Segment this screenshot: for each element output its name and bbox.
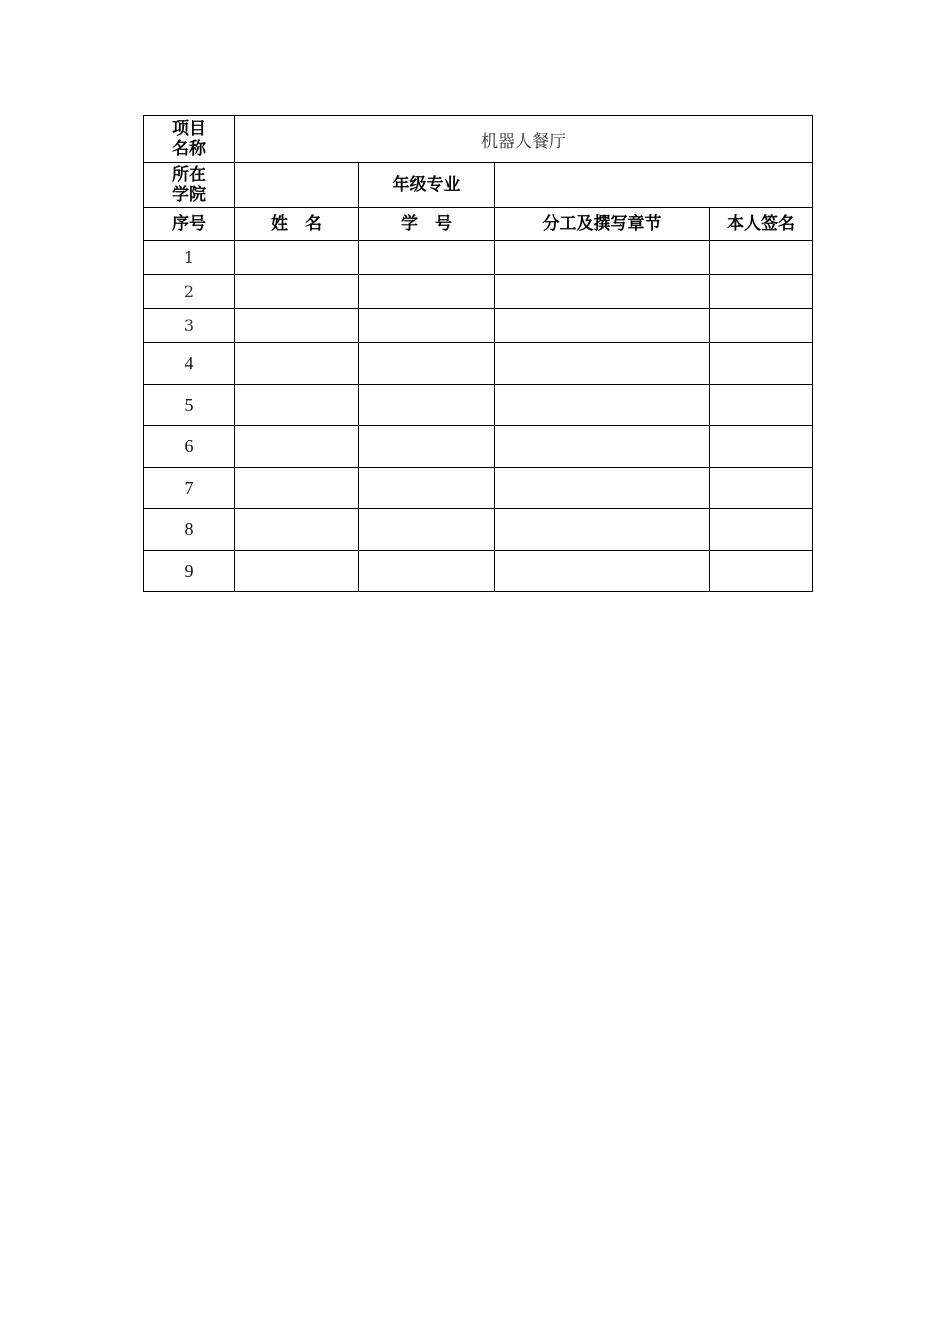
table-row [144, 509, 813, 551]
task-cell[interactable] [495, 509, 710, 551]
signature-cell[interactable] [710, 385, 813, 426]
task-cell[interactable] [495, 426, 710, 468]
table-row [144, 343, 813, 385]
name-cell[interactable] [235, 468, 359, 509]
task-cell[interactable] [495, 468, 710, 509]
signature-cell[interactable] [710, 468, 813, 509]
task-cell[interactable] [495, 241, 710, 275]
student-id-cell[interactable] [359, 309, 495, 343]
task-cell[interactable] [495, 275, 710, 309]
project-label-line2: 名称 [172, 139, 206, 159]
student-id-cell[interactable] [359, 509, 495, 551]
student-id-cell[interactable] [359, 343, 495, 385]
signature-cell[interactable] [710, 309, 813, 343]
task-cell[interactable] [495, 551, 710, 592]
college-label-line1: 所在 [172, 165, 206, 185]
student-id-cell[interactable] [359, 426, 495, 468]
project-label-line1: 项目 [172, 119, 206, 139]
task-cell[interactable] [495, 343, 710, 385]
table-row [144, 275, 813, 309]
column-header-name: 姓 名 [235, 208, 359, 241]
grade-major-label: 年级专业 [359, 163, 495, 208]
column-header-row [144, 208, 813, 241]
project-name-label [144, 116, 235, 163]
student-id-cell[interactable] [359, 468, 495, 509]
row-number: 6 [144, 426, 235, 468]
table-row [144, 385, 813, 426]
row-number: 2 [144, 275, 235, 309]
column-header-task: 分工及撰写章节 [495, 208, 710, 241]
table-row [144, 468, 813, 509]
column-header-signature: 本人签名 [710, 208, 813, 241]
name-cell[interactable] [235, 309, 359, 343]
grade-major-value[interactable] [495, 163, 813, 208]
signature-cell[interactable] [710, 343, 813, 385]
column-header-student-id: 学 号 [359, 208, 495, 241]
table-row [144, 426, 813, 468]
team-member-table [143, 115, 813, 592]
table-row [144, 309, 813, 343]
row-number: 1 [144, 241, 235, 275]
project-row [144, 116, 813, 163]
name-cell[interactable] [235, 241, 359, 275]
signature-cell[interactable] [710, 509, 813, 551]
college-label [144, 163, 235, 208]
signature-cell[interactable] [710, 275, 813, 309]
name-cell[interactable] [235, 385, 359, 426]
task-cell[interactable] [495, 385, 710, 426]
column-header-no: 序号 [144, 208, 235, 241]
student-id-cell[interactable] [359, 275, 495, 309]
row-number: 4 [144, 343, 235, 385]
row-number: 5 [144, 385, 235, 426]
student-id-cell[interactable] [359, 241, 495, 275]
table-row [144, 551, 813, 592]
table-row [144, 241, 813, 275]
name-cell[interactable] [235, 343, 359, 385]
signature-cell[interactable] [710, 241, 813, 275]
student-id-cell[interactable] [359, 385, 495, 426]
college-row [144, 163, 813, 208]
student-id-cell[interactable] [359, 551, 495, 592]
signature-cell[interactable] [710, 426, 813, 468]
signature-cell[interactable] [710, 551, 813, 592]
college-label-line2: 学院 [172, 185, 206, 205]
row-number: 9 [144, 551, 235, 592]
college-value[interactable] [235, 163, 359, 208]
row-number: 7 [144, 468, 235, 509]
task-cell[interactable] [495, 309, 710, 343]
name-cell[interactable] [235, 275, 359, 309]
name-cell[interactable] [235, 426, 359, 468]
name-cell[interactable] [235, 551, 359, 592]
name-cell[interactable] [235, 509, 359, 551]
row-number: 3 [144, 309, 235, 343]
row-number: 8 [144, 509, 235, 551]
project-name-value[interactable]: 机器人餐厅 [235, 116, 813, 163]
